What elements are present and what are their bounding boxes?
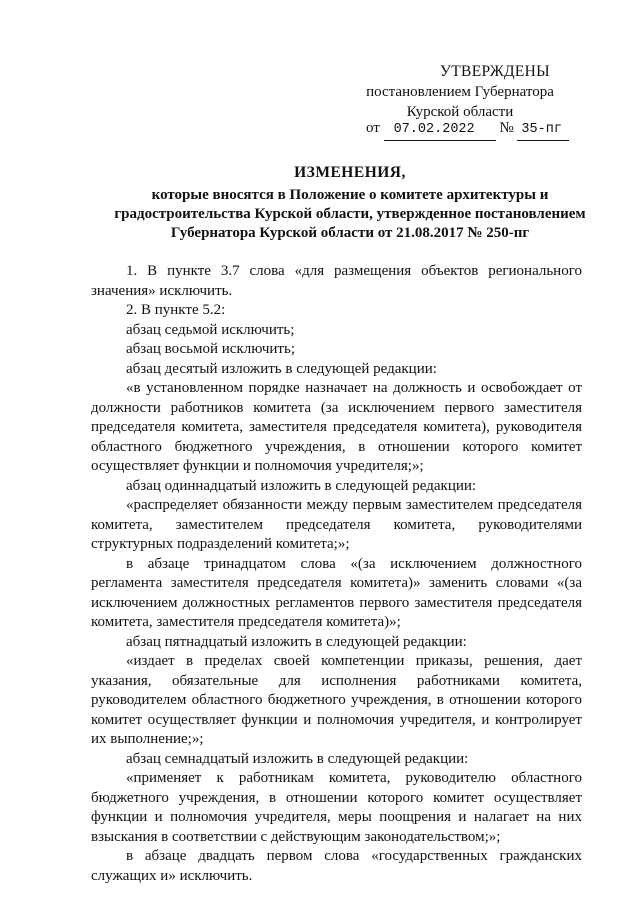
paragraph: «распределяет обязанности между первым заместителем председателя комитета, заместителем председателя комитета, руководителями структурных подразделений комитета;»; bbox=[91, 497, 582, 552]
paragraph: абзац седьмой исключить; bbox=[126, 321, 295, 338]
document-body bbox=[91, 262, 582, 886]
approved-heading: УТВЕРЖДЕНЫ bbox=[440, 63, 550, 80]
paragraph: 1. В пункте 3.7 слова «для размещения объектов регионального значения» исключить. bbox=[91, 263, 582, 299]
approval-date: 07.02.2022 bbox=[384, 120, 496, 141]
approval-line-1: постановлением Губернатора bbox=[366, 84, 554, 100]
paragraph: 2. В пункте 5.2: bbox=[126, 302, 226, 318]
paragraph: «издает в пределах своей компетенции приказы, решения, дает указания, обязательные для исполнения работниками комитета, руководителем областного бюджетного учреждения, в отношении которого комитет осуществляет функции и полномочия учредителя, и контролирует их выполнение;»; bbox=[91, 653, 582, 747]
title-sub-1: которые вносятся в Положение о комитете архитектуры и bbox=[151, 187, 549, 203]
paragraph: в абзаце тринадцатом слова «(за исключением должностного регламента заместителя председателя комитета)» заменить словами «(за исключением должностных регламентов первого заместителя председателя комитета, заместителя председателя комитета)»; bbox=[91, 555, 582, 630]
approval-number: 35-пг bbox=[517, 120, 569, 141]
title-main: ИЗМЕНЕНИЯ, bbox=[294, 164, 406, 181]
approval-block bbox=[340, 62, 580, 122]
paragraph: «в установленном порядке назначает на должность и освобождает от должности работников комитета (за исключением первого заместителя председателя комитета, заместителя председателя комитета), руководителя областного бюджетного учреждения, в отношении которого комитет осуществляет функции и полномочия учредителя;»; bbox=[91, 380, 582, 474]
paragraph: абзац одиннадцатый изложить в следующей редакции: bbox=[126, 477, 477, 494]
from-label: от bbox=[366, 120, 380, 136]
paragraph: абзац десятый изложить в следующей редакции: bbox=[126, 360, 437, 377]
title-sub-2: градостроительства Курской области, утвержденное постановлением bbox=[114, 206, 586, 222]
title-sub-3: Губернатора Курской области от 21.08.2017 № 250-пг bbox=[170, 225, 530, 241]
approval-date-line bbox=[366, 118, 586, 141]
paragraph: в абзаце двадцать первом слова «государственных гражданских служащих и» исключить. bbox=[91, 848, 582, 884]
paragraph: абзац пятнадцатый изложить в следующей редакции: bbox=[126, 633, 467, 650]
approval-line-2: Курской области bbox=[406, 104, 514, 120]
paragraph: абзац семнадцатый изложить в следующей редакции: bbox=[126, 750, 469, 767]
number-label: № bbox=[499, 120, 514, 136]
paragraph: «применяет к работникам комитета, руководителю областного бюджетного учреждения, в отношении которого комитет осуществляет функции и полномочия учредителя, меры поощрения и налагает на них взыскания в соответствии с действующим законодательством;»; bbox=[91, 770, 582, 845]
document-title bbox=[60, 163, 640, 243]
paragraph: абзац восьмой исключить; bbox=[126, 341, 295, 357]
